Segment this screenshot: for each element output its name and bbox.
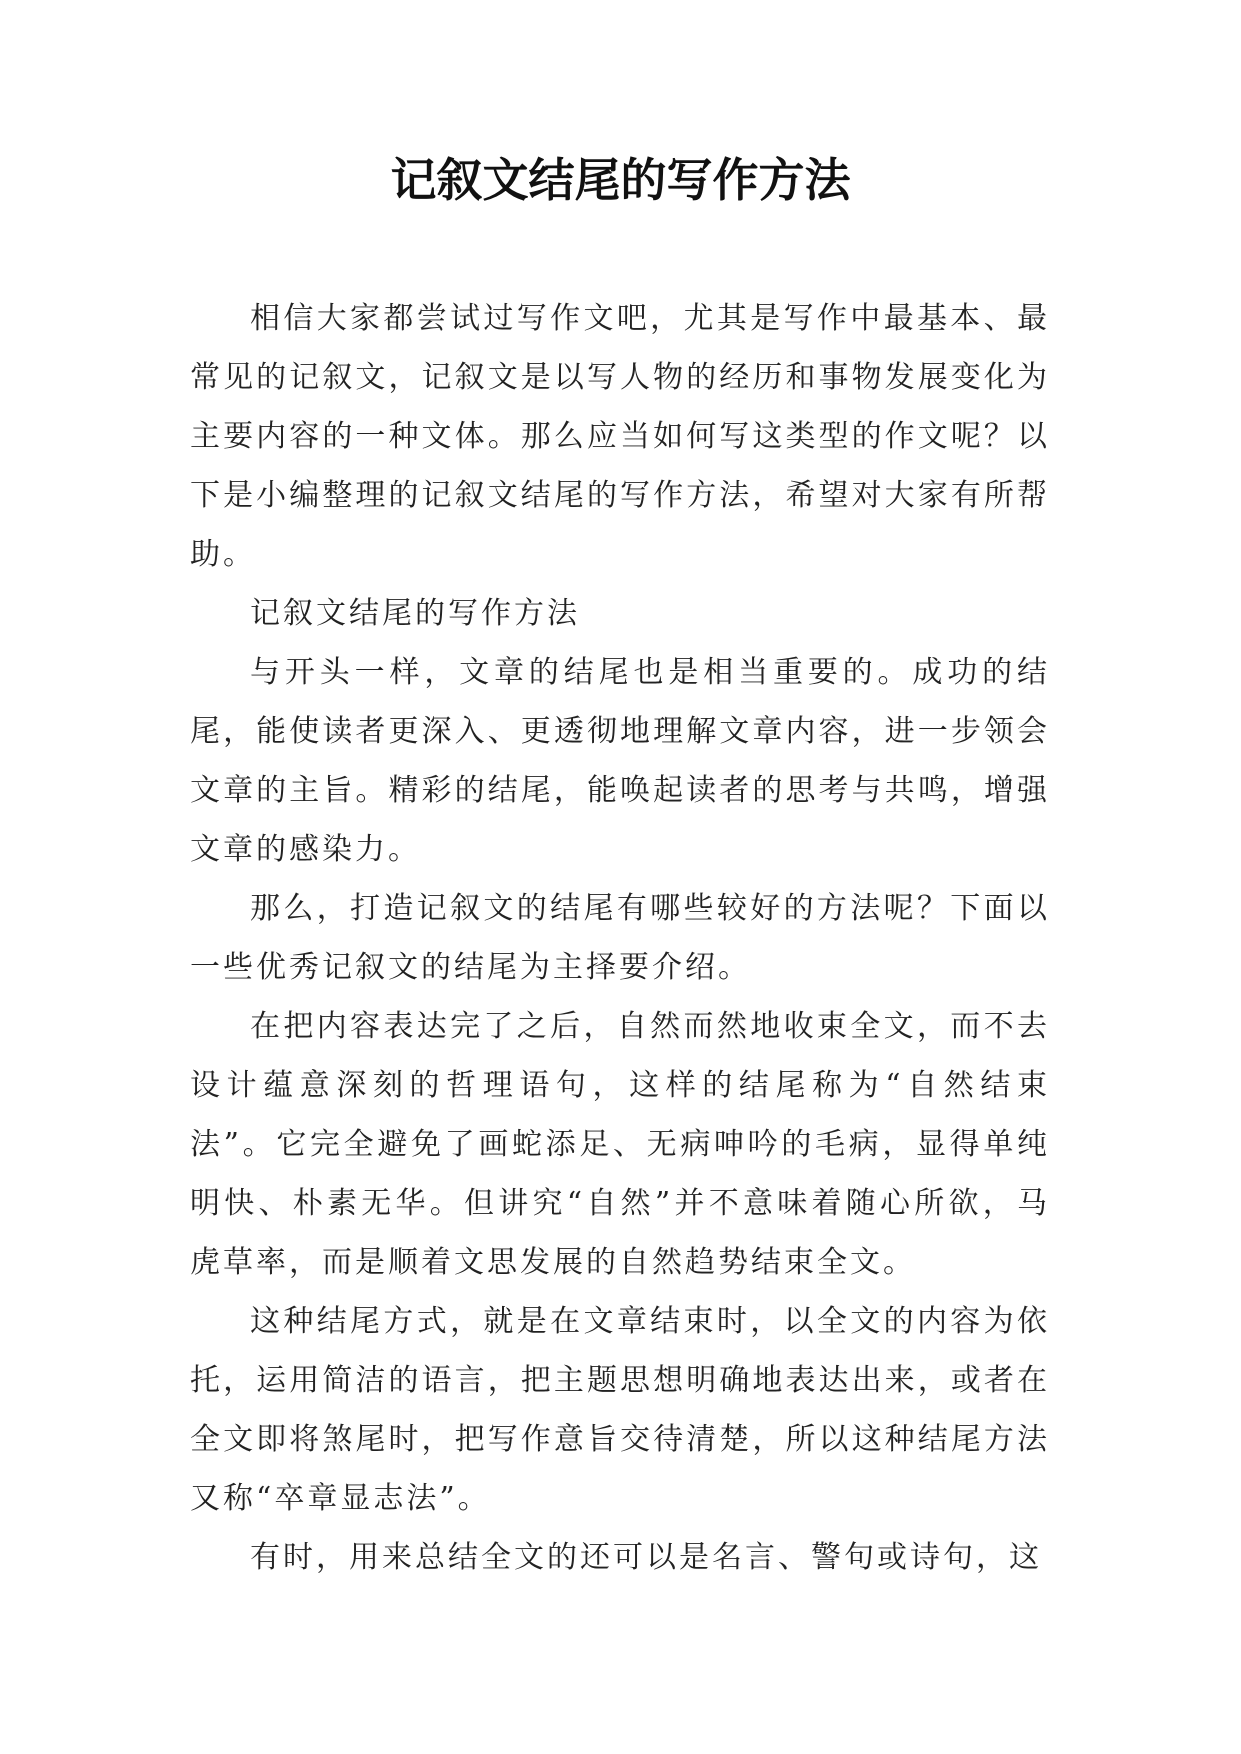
paragraph-subheading: 记叙文结尾的写作方法 [250, 596, 580, 631]
paragraph-intro: 相信大家都尝试过写作文吧，尤其是写作中最基本、最常见的记叙文，记叙文是以写人物的经历和事物发展变化为主要内容的一种文体。那么应当如何写这类型的作文呢？以下是小编整理的记叙文结尾的写作方法，希望对大家有所帮助。 [190, 301, 1050, 572]
paragraph-theme-ending: 这种结尾方式，就是在文章结束时，以全文的内容为依托，运用简洁的语言，把主题思想明确地表达出来，或者在全文即将煞尾时，把写作意旨交待清楚，所以这种结尾方法又称“卒章显志法”。 [190, 1304, 1050, 1516]
paragraph-methods-intro: 那么，打造记叙文的结尾有哪些较好的方法呢？下面以一些优秀记叙文的结尾为主择要介绍。 [190, 891, 1050, 985]
paragraph-importance: 与开头一样，文章的结尾也是相当重要的。成功的结尾，能使读者更深入、更透彻地理解文章内容，进一步领会文章的主旨。精彩的结尾，能唤起读者的思考与共鸣，增强文章的感染力。 [190, 655, 1050, 867]
paragraph-natural-ending: 在把内容表达完了之后，自然而然地收束全文，而不去设计蕴意深刻的哲理语句，这样的结尾称为“自然结束法”。它完全避免了画蛇添足、无病呻吟的毛病，显得单纯明快、朴素无华。但讲究“自然”并不意味着随心所欲，马虎草率，而是顺着文思发展的自然趋势结束全文。 [190, 1009, 1050, 1280]
document-body [190, 289, 1050, 1587]
page-title: 记叙文结尾的写作方法 [390, 153, 851, 207]
paragraph-quote-ending: 有时，用来总结全文的还可以是名言、警句或诗句，这 [250, 1540, 1042, 1575]
